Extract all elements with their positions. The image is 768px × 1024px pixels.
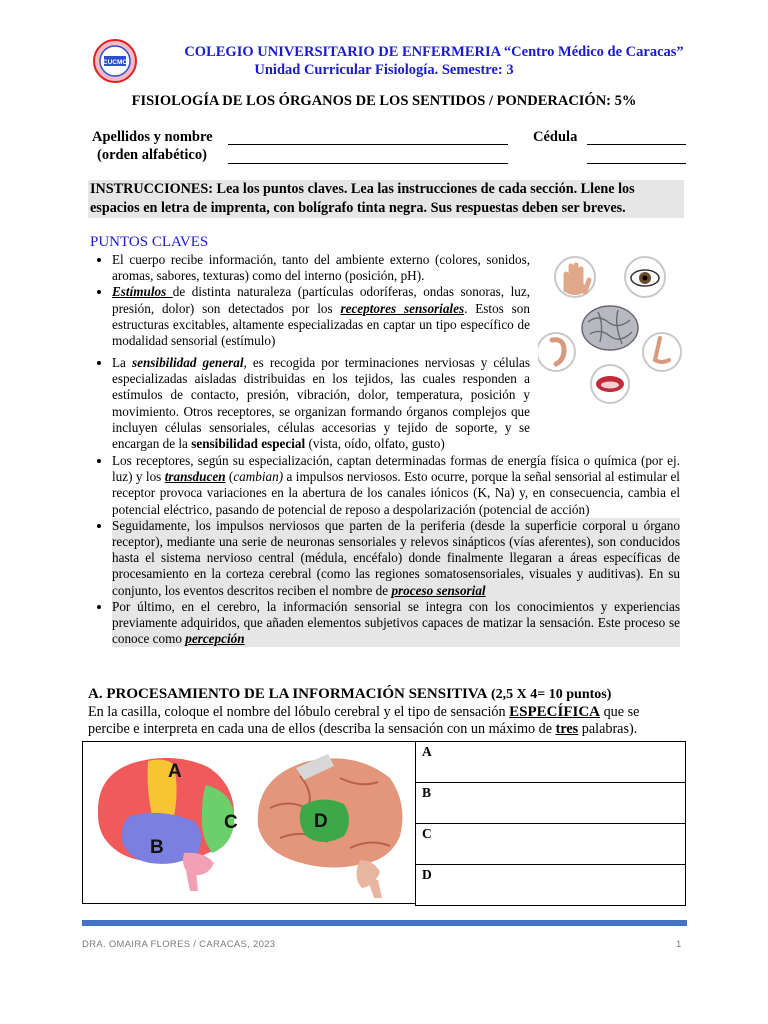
section-a-instr-em: ESPECÍFICA bbox=[509, 704, 601, 720]
key-points-heading: PUNTOS CLAVES bbox=[90, 234, 209, 250]
answer-row-c-label: C bbox=[422, 826, 432, 841]
answer-table bbox=[415, 741, 686, 906]
name-field-line-1[interactable] bbox=[228, 128, 508, 145]
key-point-4-paren: ( bbox=[225, 469, 234, 485]
term-percepcion: percepción bbox=[185, 631, 245, 647]
hand-icon bbox=[555, 257, 595, 297]
college-name: COLEGIO UNIVERSITARIO DE ENFERMERIA “Centro Médico de Caracas” bbox=[184, 44, 684, 60]
term-cambian: cambian) bbox=[233, 469, 284, 485]
footer-rule bbox=[82, 920, 687, 926]
key-point-2-text-b: . Estos son estructuras excitables, altamente especializadas en captar un tipo específico de modalidad sensorial (estímulo) bbox=[112, 300, 530, 349]
key-points-main bbox=[88, 355, 680, 452]
key-point-6-text: Por último, en el cerebro, la información sensorial se integra con los conocimientos y experiencias previamente adquiridos, que añaden elementos subjetivos capaces de matizar la sensación. Este proceso se conoce como bbox=[112, 598, 680, 647]
id-field-line-2[interactable] bbox=[587, 147, 686, 164]
section-a-instr-em2: tres bbox=[555, 721, 579, 737]
key-point-1 bbox=[112, 252, 530, 284]
answer-row-a bbox=[416, 742, 686, 783]
section-a-instructions bbox=[88, 704, 684, 738]
section-a-instr-c: palabras). bbox=[578, 721, 638, 737]
answer-row-d-label: D bbox=[422, 867, 432, 882]
key-point-2-text-a: de distinta naturaleza (partículas odoríferas, ondas sonoras, luz, presión, dolor) son detectados por los bbox=[112, 284, 530, 316]
page-number: 1 bbox=[676, 939, 682, 950]
key-point-2 bbox=[112, 284, 530, 349]
key-point-1-text: El cuerpo recibe información, tanto del ambiente externo (colores, sonidos, aromas, sabores, texturas) como del interno (posición, pH). bbox=[112, 252, 530, 284]
answer-cell-a[interactable] bbox=[416, 742, 686, 783]
key-point-3-text-a: , es recogida por terminaciones nerviosas y células especializadas aisladas distribuidas en los tejidos, las cuales responden a estímulos de contacto, presión, vibración, dolor, temperatura, posición y movimiento. Otros receptores, se organizan formando órganos complejos que incluyen células sensoriales, células accesorias y tejido de soporte, y se encargan de la bbox=[112, 355, 530, 452]
answer-cell-c[interactable] bbox=[416, 824, 686, 865]
term-transducen: transducen bbox=[164, 469, 226, 485]
instructions-text: Lea los puntos claves. Lea las instrucciones de cada sección. Llene los espacios en letra de imprenta, con bolígrafo tinta negra. Sus respuestas deben ser breves. bbox=[90, 181, 635, 216]
brain-icon bbox=[582, 306, 638, 350]
doc-title: FISIOLOGÍA DE LOS ÓRGANOS DE LOS SENTIDOS / PONDERACIÓN: 5% bbox=[131, 93, 637, 109]
term-sensibilidad-especial: sensibilidad especial bbox=[191, 436, 306, 452]
id-field-line-1[interactable] bbox=[587, 128, 686, 145]
term-proceso-sensorial: proceso sensorial bbox=[391, 582, 486, 598]
name-label: Apellidos y nombre bbox=[92, 129, 213, 145]
brain-lobes-illustration bbox=[88, 745, 243, 895]
section-a-title bbox=[88, 686, 611, 703]
key-point-3-pre: La bbox=[112, 355, 132, 370]
key-points-rest bbox=[88, 453, 680, 647]
course-unit: Unidad Curricular Fisiología. Semestre: 3 bbox=[254, 62, 514, 78]
section-a-instr-b: que se percibe e interpreta en cada una de ellos (describa la sensación con un máximo de bbox=[88, 704, 640, 737]
answer-row-b-label: B bbox=[422, 785, 432, 800]
key-point-5-text: Seguidamente, los impulsos nerviosos que parten de la periferia (desde la superficie corporal u órgano receptor), mediante una serie de neuronas sensoriales y relevos sinápticos (vías aferentes), son conducidos hasta el sistema nervioso central (médula, encéfalo) donde finalmente llegaran a áreas específicas de procesamiento en la corteza cerebral (como las regiones somatosensoriales, visuales y auditivas). En su conjunto, los eventos descritos reciben el nombre de bbox=[112, 517, 680, 598]
key-point-4-text-b: a impulsos nerviosos. Esto ocurre, porque la señal sensorial al estimular el receptor provoca variaciones en la abertura de los canales iónicos (K, Na) y, en consecuencia, cambia el potencial eléctrico, pasando de potencial de reposo a despolarización (potencial de acción) bbox=[112, 469, 680, 517]
key-point-4 bbox=[112, 453, 680, 518]
answer-cell-b[interactable] bbox=[416, 783, 686, 824]
section-a-heading: A. PROCESAMIENTO DE LA INFORMACIÓN SENSITIVA bbox=[88, 686, 488, 702]
brain-label-b: B bbox=[150, 837, 164, 858]
key-point-3-text-b: (vista, oído, olfato, gusto) bbox=[305, 436, 445, 452]
brain-label-c: C bbox=[224, 812, 238, 833]
name-sublabel: (orden alfabético) bbox=[97, 147, 207, 163]
section-a-points: (2,5 X 4= 10 puntos) bbox=[487, 687, 612, 702]
key-points-top bbox=[88, 252, 530, 349]
id-label: Cédula bbox=[533, 129, 578, 145]
brain-label-d: D bbox=[314, 811, 328, 832]
section-a-instr-a: En la casilla, coloque el nombre del lóbulo cerebral y el tipo de sensación bbox=[88, 704, 510, 720]
key-point-6 bbox=[112, 599, 680, 648]
brain-insula-illustration bbox=[250, 748, 410, 898]
term-estimulos: Estímulos bbox=[112, 284, 173, 300]
key-point-4-text-a: Los receptores, según su especialización, captan determinadas formas de energía física o química (por ej. luz) y los bbox=[112, 453, 680, 485]
key-point-5 bbox=[112, 518, 680, 599]
term-sensibilidad-general: sensibilidad general bbox=[131, 355, 244, 370]
name-field-line-2[interactable] bbox=[228, 147, 508, 164]
key-point-3 bbox=[112, 355, 530, 452]
eye-icon bbox=[625, 257, 665, 297]
answer-row-a-label: A bbox=[422, 744, 432, 759]
footer-author: DRA. OMAIRA FLORES / CARACAS, 2023 bbox=[82, 939, 276, 950]
answer-cell-d[interactable] bbox=[416, 865, 686, 906]
instructions-box bbox=[88, 180, 684, 218]
instructions-label: INSTRUCCIONES: bbox=[90, 181, 213, 197]
brain-label-a: A bbox=[168, 761, 182, 782]
answer-row-d bbox=[416, 865, 686, 906]
answer-row-c bbox=[416, 824, 686, 865]
logo-text: CUCMC bbox=[102, 59, 128, 66]
term-receptores-sensoriales: receptores sensoriales bbox=[340, 300, 465, 316]
answer-row-b bbox=[416, 783, 686, 824]
